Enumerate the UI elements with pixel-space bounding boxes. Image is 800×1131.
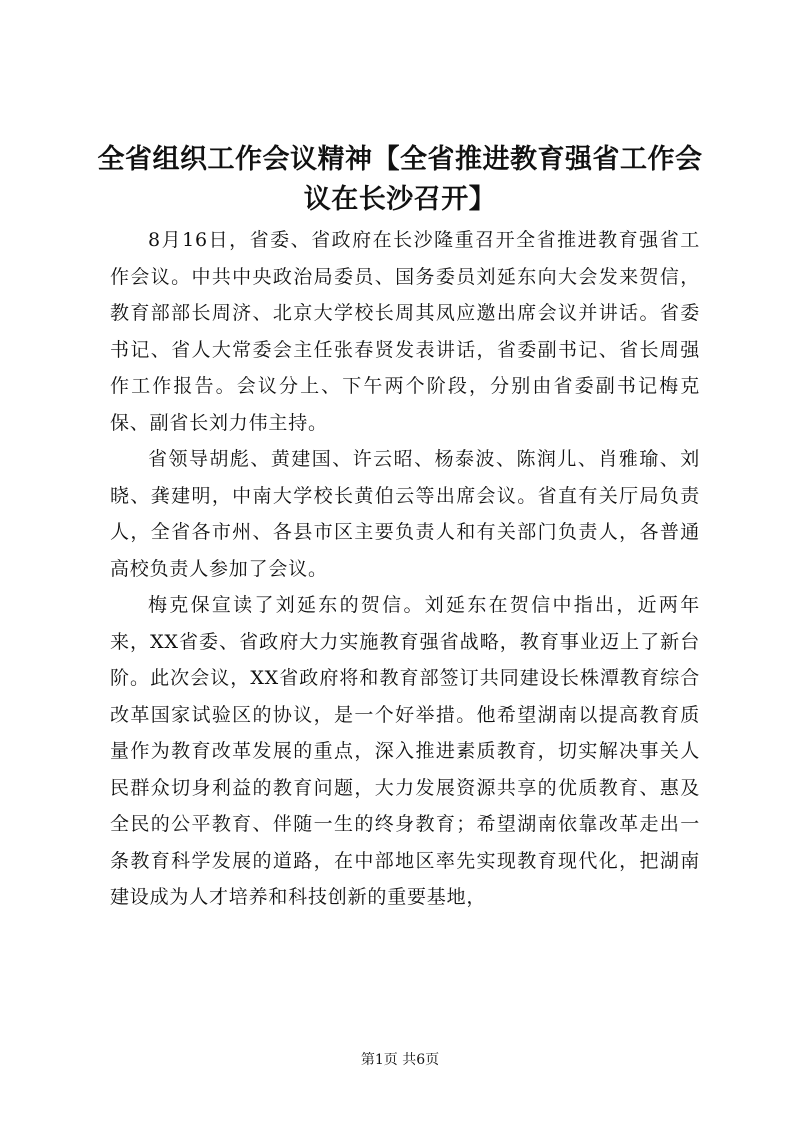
paragraph-3: 梅克保宣读了刘延东的贺信。刘延东在贺信中指出，近两年来，XX省委、省政府大力实施教育强省战略，教育事业迈上了新台阶。此次会议，XX省政府将和教育部签订共同建设长株潭教育综合改革国家试验区的协议，是一个好举措。他希望湖南以提高教育质量作为教育改革发展的重点，深入推进素质教育，切实解决事关人民群众切身利益的教育问题，大力发展资源共享的优质教育、惠及全民的公平教育、伴随一生的终身教育；希望湖南依靠改革走出一条教育科学发展的道路，在中部地区率先实现教育现代化，把湖南建设成为人才培养和科技创新的重要基地， (110, 594, 700, 908)
paragraph-2: 省领导胡彪、黄建国、许云昭、杨泰波、陈润儿、肖雅瑜、刘晓、龚建明，中南大学校长黄伯云等出席会议。省直有关厅局负责人，全省各市州、各县市区主要负责人和有关部门负责人，各普通高校负责人参加了会议。 (110, 448, 700, 580)
document-body (110, 222, 700, 916)
paragraph-1: 8月16日，省委、省政府在长沙隆重召开全省推进教育强省工作会议。中共中央政治局委员、国务委员刘延东向大会发来贺信，教育部部长周济、北京大学校长周其凤应邀出席会议并讲话。省委书记、省人大常委会主任张春贤发表讲话，省委副书记、省长周强作工作报告。会议分上、下午两个阶段，分别由省委副书记梅克保、副省长刘力伟主持。 (110, 229, 700, 434)
page-number-footer: 第1页 共6页 (360, 1052, 440, 1068)
document-title: 全省组织工作会议精神【全省推进教育强省工作会议在长沙召开】 (97, 144, 703, 215)
